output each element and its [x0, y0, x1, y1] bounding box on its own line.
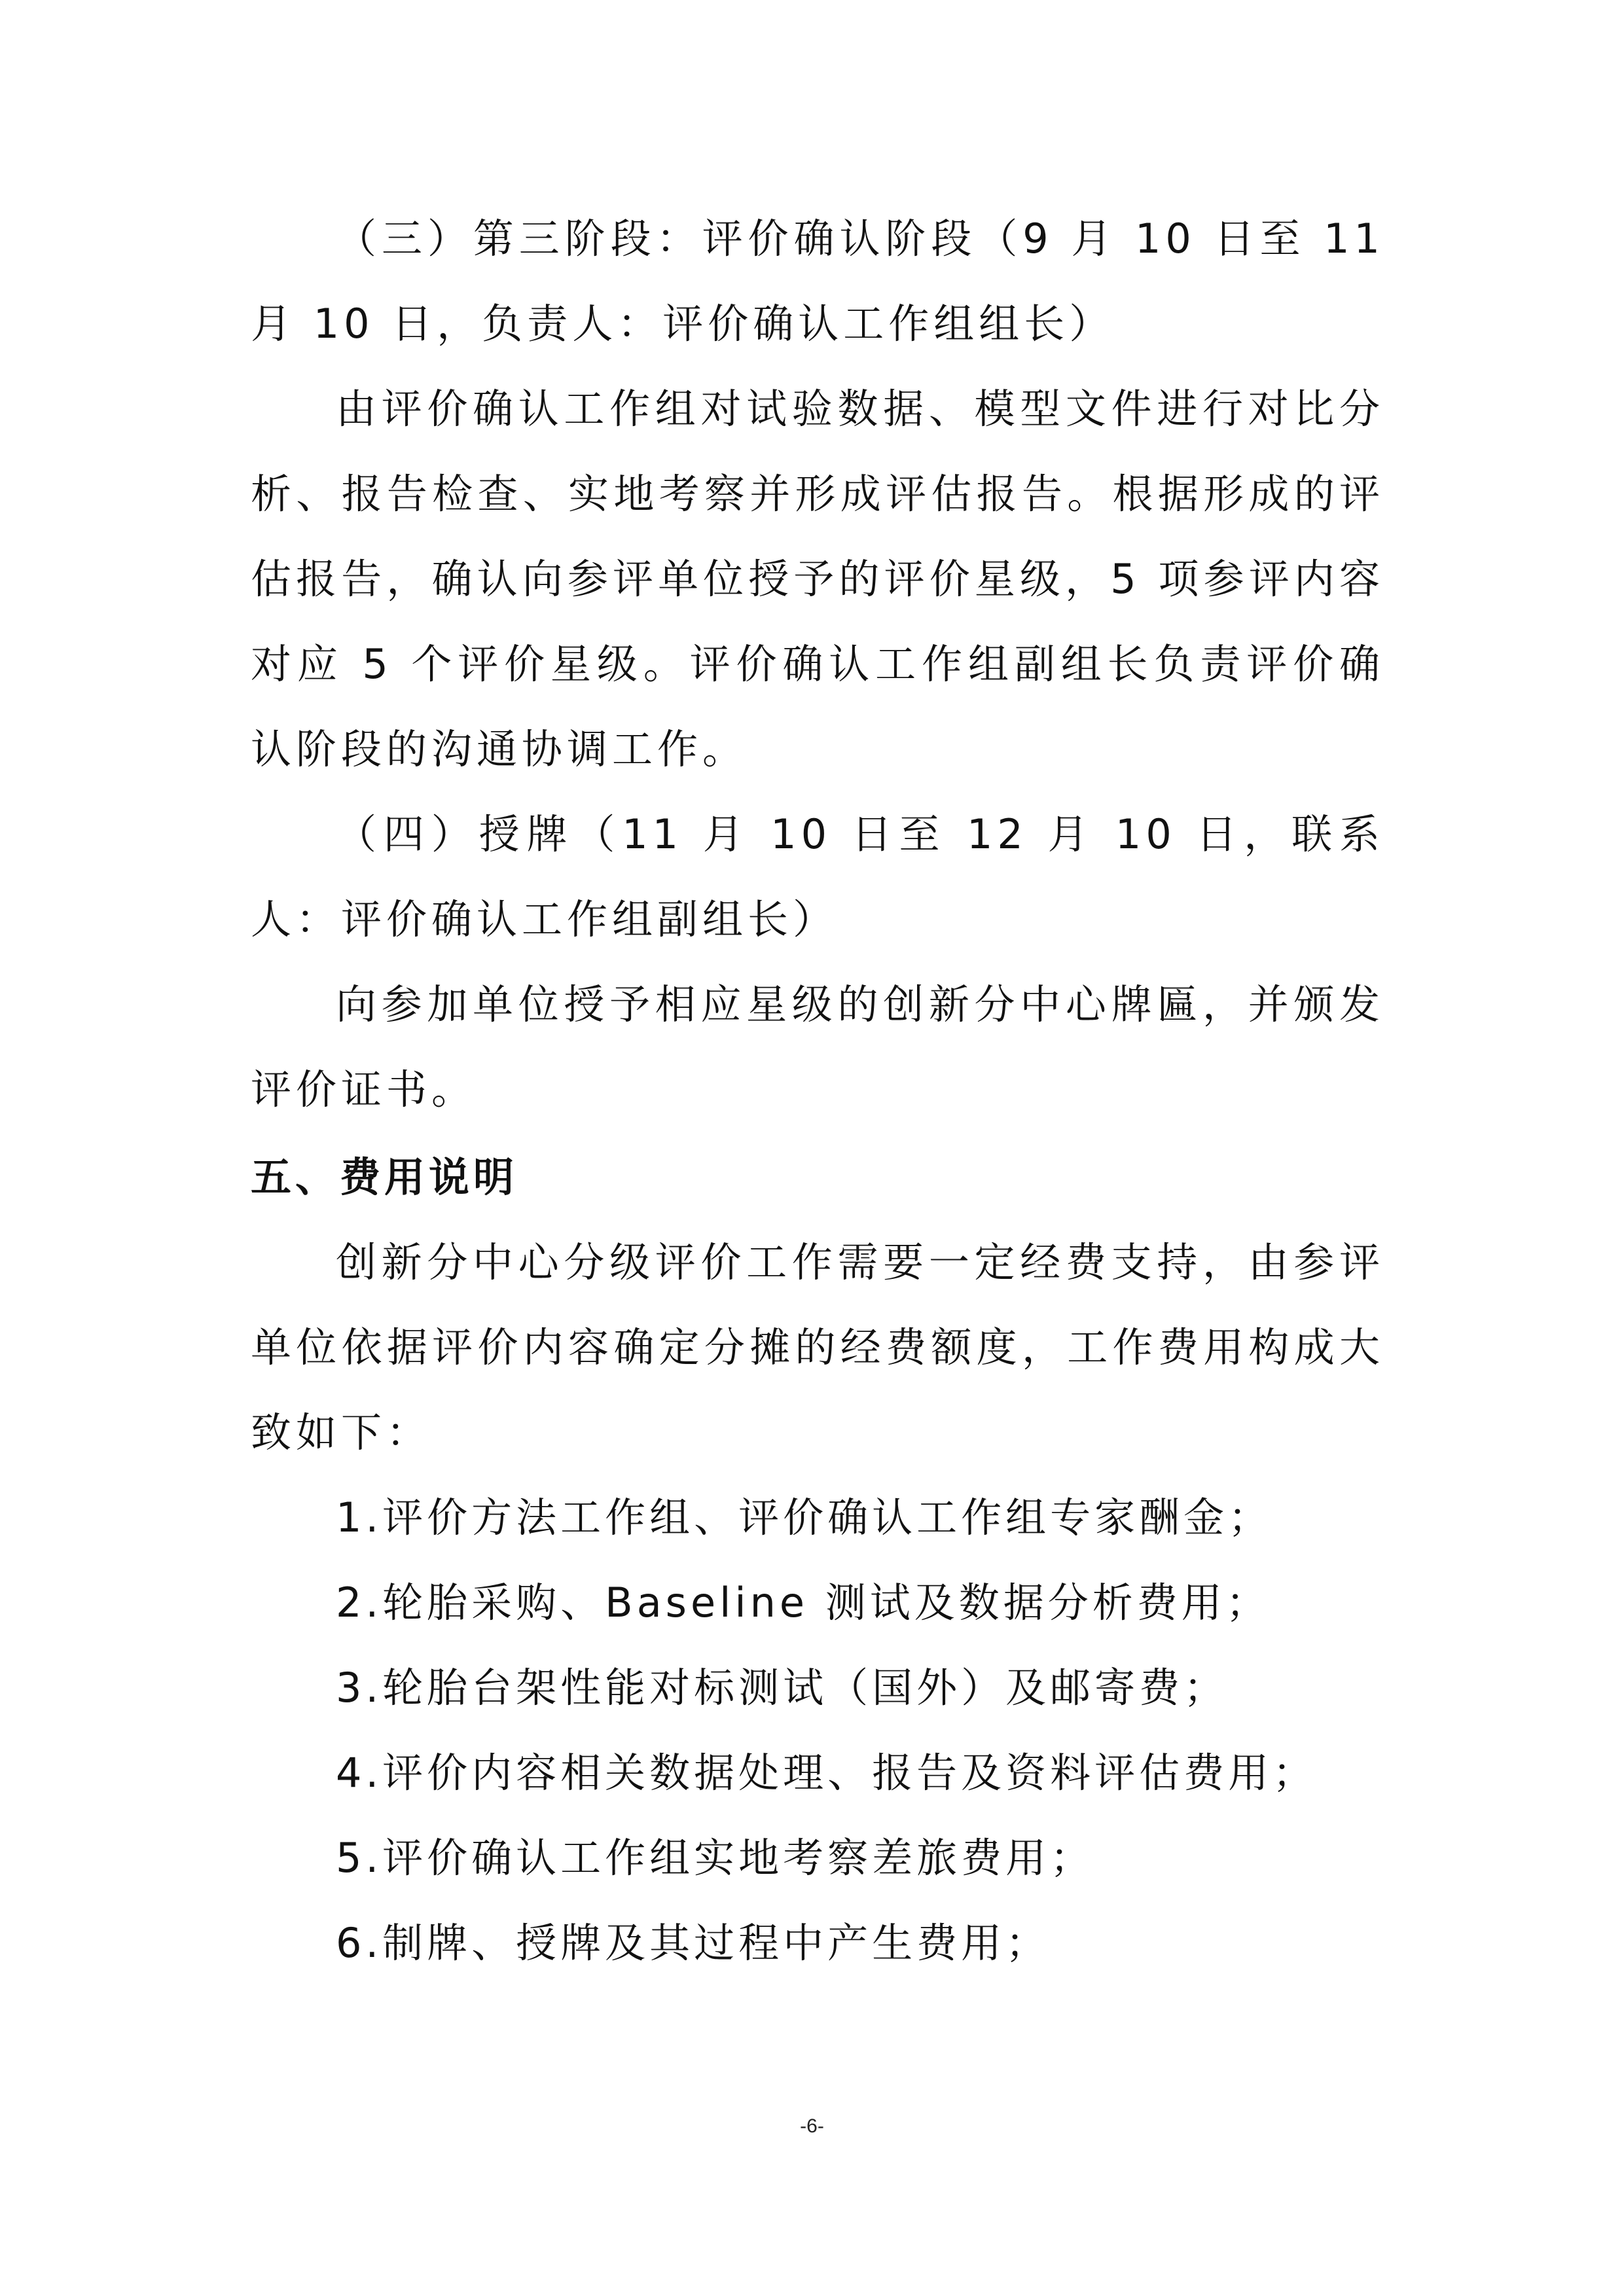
cost-list-item: 1.评价方法工作组、评价确认工作组专家酬金；: [336, 1494, 1273, 1541]
stage3-body-paragraph: 由评价确认工作组对试验数据、模型文件进行对比分析、报告检查、实地考察并形成评估报告。根据形成的评估报告，确认向参评单位授予的评价星级，5 项参评内容对应 5 个评价星级。评价确认工作组副组长负责评价确认阶段的沟通协调工作。: [251, 385, 1384, 773]
stage4-heading-paragraph: （四）授牌（11 月 10 日至 12 月 10 日，联系人：评价确认工作组副组长）: [251, 810, 1384, 943]
page-number: -6-: [800, 2115, 824, 2137]
cost-item-list: [251, 1475, 1384, 1986]
stage4-body-paragraph: 向参加单位授予相应星级的创新分中心牌匾，并颁发评价证书。: [251, 980, 1384, 1113]
cost-list-item: 2.轮胎采购、Baseline 测试及数据分析费用；: [336, 1579, 1271, 1626]
section-heading-costs: 五、费用说明: [251, 1153, 518, 1201]
document-body: [251, 196, 1384, 1986]
stage3-heading-paragraph: （三）第三阶段：评价确认阶段（9 月 10 日至 11 月 10 日，负责人：评价确认工作组组长）: [251, 215, 1384, 348]
cost-list-item: 6.制牌、授牌及其过程中产生费用；: [336, 1919, 1051, 1967]
cost-list-item: 4.评价内容相关数据处理、报告及资料评估费用；: [336, 1749, 1318, 1797]
cost-list-item: 3.轮胎台架性能对标测试（国外）及邮寄费；: [336, 1664, 1229, 1712]
cost-intro-paragraph: 创新分中心分级评价工作需要一定经费支持，由参评单位依据评价内容确定分摊的经费额度，工作费用构成大致如下：: [251, 1238, 1384, 1456]
cost-list-item: 5.评价确认工作组实地考察差旅费用；: [336, 1834, 1095, 1882]
